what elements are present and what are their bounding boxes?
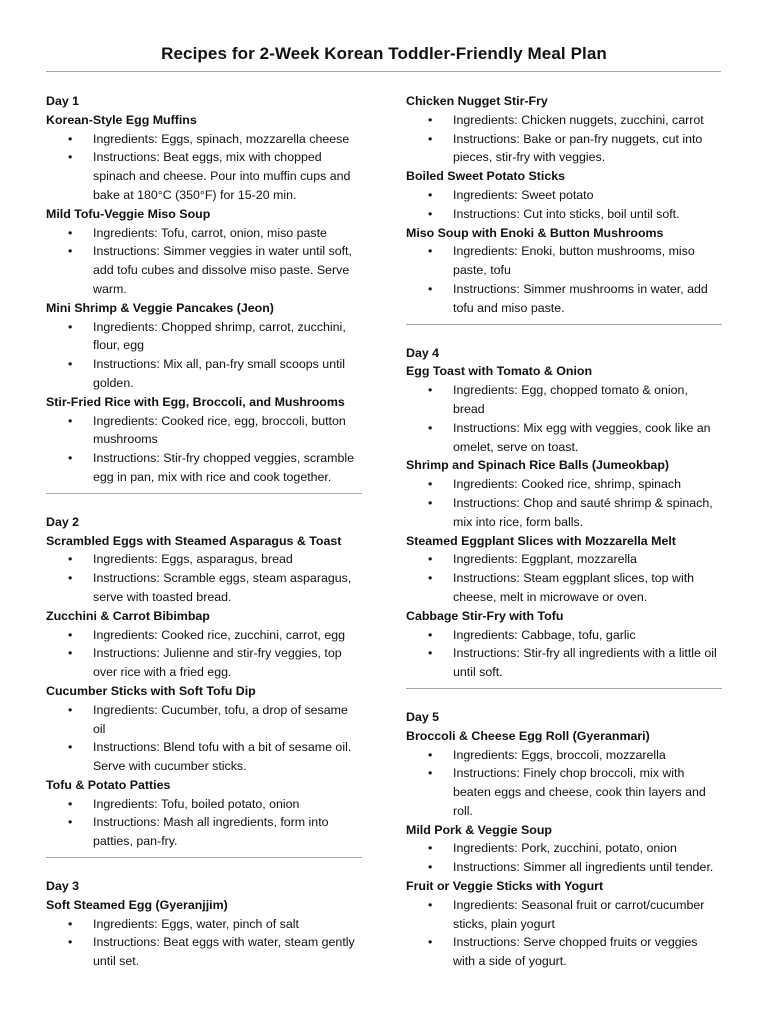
day-label: Day 1: [46, 94, 80, 108]
bullet-icon: •: [68, 413, 73, 428]
recipe-title: Zucchini & Carrot Bibimbap: [46, 608, 210, 623]
recipe-detail-item: [46, 130, 362, 149]
recipe-detail-text: Instructions: Simmer all ingredients until tender.: [453, 860, 714, 875]
recipe-title: Tofu & Potato Patties: [46, 777, 171, 792]
recipe-detail-text: Instructions: Chop and sauté shrimp & spinach, mix into rice, form balls.: [453, 495, 713, 529]
recipe-detail-text: Ingredients: Eggplant, mozzarella: [453, 552, 637, 567]
recipe-title: Scrambled Eggs with Steamed Asparagus & Toast: [46, 533, 342, 548]
recipe-title: Fruit or Veggie Sticks with Yogurt: [406, 879, 604, 894]
day-divider: [406, 324, 722, 325]
recipe-detail-list: [406, 896, 722, 971]
bullet-icon: •: [428, 646, 433, 661]
recipe-detail-list: [406, 475, 722, 531]
bullet-icon: •: [428, 571, 433, 586]
day-section: [46, 513, 362, 858]
recipe-title: Miso Soup with Enoki & Button Mushrooms: [406, 225, 664, 240]
bullet-icon: •: [428, 747, 433, 762]
recipe-title: Steamed Eggplant Slices with Mozzarella Melt: [406, 533, 676, 548]
recipe-detail-text: Instructions: Stir-fry chopped veggies, scramble egg in pan, mix with rice and cook together.: [93, 451, 355, 484]
bullet-icon: •: [68, 815, 73, 830]
recipe-detail-list: [406, 550, 722, 606]
bullet-icon: •: [428, 860, 433, 875]
recipe-detail-text: Ingredients: Cooked rice, egg, broccoli, button mushrooms: [93, 413, 346, 447]
recipe-detail-item: [46, 412, 362, 450]
recipe-detail-item: [406, 381, 722, 419]
recipe-detail-item: [46, 242, 362, 298]
left-column: [46, 92, 362, 971]
recipe-detail-item: [406, 186, 722, 205]
recipe-detail-item: [406, 475, 722, 494]
recipe-detail-item: [406, 896, 722, 934]
recipe-title: Soft Steamed Egg (Gyeranjjim): [46, 897, 228, 912]
recipe-title: Boiled Sweet Potato Sticks: [406, 169, 566, 184]
recipe-detail-item: [46, 701, 362, 739]
bullet-icon: •: [68, 796, 73, 811]
bullet-icon: •: [428, 627, 433, 642]
recipe-detail-text: Instructions: Beat eggs, mix with chopped spinach and cheese. Pour into muffin cups and bake at 180°C (350°F) for 15-20 min.: [93, 150, 351, 202]
bullet-icon: •: [68, 319, 73, 334]
recipe-detail-item: [46, 795, 362, 814]
recipe-detail-item: [406, 550, 722, 569]
recipe-title: Egg Toast with Tomato & Onion: [406, 364, 593, 379]
recipe-detail-list: [406, 839, 722, 877]
recipe-detail-item: [406, 764, 722, 820]
recipe-detail-text: Ingredients: Cucumber, tofu, a drop of sesame oil: [93, 702, 348, 736]
recipe-detail-text: Ingredients: Eggs, water, pinch of salt: [93, 916, 299, 931]
recipe-detail-list: [46, 550, 362, 606]
recipe-detail-item: [406, 858, 722, 877]
recipe-detail-text: Instructions: Serve chopped fruits or veggies with a side of yogurt.: [453, 935, 698, 969]
day-section: [406, 92, 722, 325]
recipe-detail-list: [406, 111, 722, 167]
recipe-detail-text: Instructions: Mix egg with veggies, cook like an omelet, serve on toast.: [453, 420, 711, 454]
bullet-icon: •: [428, 112, 433, 127]
bullet-icon: •: [68, 225, 73, 240]
day-section: [406, 344, 722, 689]
recipe-detail-item: [46, 915, 362, 934]
recipe-detail-item: [406, 494, 722, 532]
recipe-detail-list: [46, 795, 362, 851]
bullet-icon: •: [68, 646, 73, 661]
bullet-icon: •: [428, 495, 433, 510]
day-label: Day 2: [46, 514, 80, 529]
day-section: [406, 708, 722, 971]
recipe-detail-list: [406, 381, 722, 456]
recipe-detail-text: Instructions: Cut into sticks, boil until soft.: [453, 206, 680, 221]
bullet-icon: •: [428, 897, 433, 912]
recipe-detail-item: [46, 148, 362, 204]
day-section: [46, 877, 362, 971]
recipe-detail-text: Ingredients: Egg, chopped tomato & onion, bread: [453, 383, 688, 416]
bullet-icon: •: [68, 150, 73, 165]
recipe-detail-list: [406, 746, 722, 821]
recipe-detail-text: Ingredients: Sweet potato: [453, 187, 594, 202]
recipe-detail-item: [46, 224, 362, 243]
bullet-icon: •: [68, 451, 73, 466]
recipe-detail-item: [406, 111, 722, 130]
recipe-detail-item: [406, 626, 722, 645]
recipe-detail-list: [406, 626, 722, 682]
recipe-detail-list: [46, 224, 362, 299]
bullet-icon: •: [428, 552, 433, 567]
recipe-title: Mild Tofu-Veggie Miso Soup: [46, 206, 211, 221]
recipe-title: Broccoli & Cheese Egg Roll (Gyeranmari): [406, 728, 650, 743]
recipe-title: Mild Pork & Veggie Soup: [406, 822, 552, 837]
recipe-detail-text: Instructions: Beat eggs with water, steam gently until set.: [93, 935, 355, 969]
bullet-icon: •: [428, 187, 433, 202]
recipe-detail-item: [46, 449, 362, 487]
bullet-icon: •: [428, 383, 433, 398]
bullet-icon: •: [428, 131, 433, 146]
day-divider: [46, 493, 362, 494]
recipe-detail-item: [46, 933, 362, 971]
recipe-detail-text: Ingredients: Cabbage, tofu, garlic: [453, 627, 636, 642]
bullet-icon: •: [428, 244, 433, 259]
recipe-detail-item: [406, 280, 722, 318]
recipe-detail-text: Ingredients: Seasonal fruit or carrot/cucumber sticks, plain yogurt: [453, 897, 705, 931]
recipe-title: Chicken Nugget Stir-Fry: [406, 94, 548, 108]
right-column: [406, 92, 722, 971]
recipe-detail-item: [406, 746, 722, 765]
recipe-detail-text: Ingredients: Tofu, carrot, onion, miso paste: [93, 225, 327, 240]
recipe-detail-text: Instructions: Simmer veggies in water until soft, add tofu cubes and dissolve miso paste. Serve warm.: [93, 244, 352, 296]
recipe-detail-list: [46, 412, 362, 487]
recipe-detail-text: Ingredients: Pork, zucchini, potato, onion: [453, 841, 677, 856]
recipe-detail-item: [406, 644, 722, 682]
recipe-detail-item: [406, 130, 722, 168]
recipe-title: Korean-Style Egg Muffins: [46, 112, 197, 127]
bullet-icon: •: [428, 935, 433, 950]
day-divider: [46, 857, 362, 858]
page-title: Recipes for 2-Week Korean Toddler-Friendly Meal Plan: [161, 44, 607, 63]
recipe-detail-list: [46, 626, 362, 682]
recipe-title: Cucumber Sticks with Soft Tofu Dip: [46, 683, 256, 698]
recipe-detail-text: Instructions: Steam eggplant slices, top with cheese, melt in microwave or oven.: [453, 571, 695, 604]
bullet-icon: •: [68, 740, 73, 755]
recipe-detail-text: Ingredients: Eggs, spinach, mozzarella cheese: [93, 131, 350, 146]
bullet-icon: •: [428, 841, 433, 856]
recipe-detail-text: Instructions: Blend tofu with a bit of sesame oil. Serve with cucumber sticks.: [93, 740, 352, 774]
recipe-detail-item: [46, 738, 362, 776]
recipe-title: Stir-Fried Rice with Egg, Broccoli, and Mushrooms: [46, 394, 345, 409]
recipe-detail-item: [406, 419, 722, 457]
recipe-detail-text: Ingredients: Tofu, boiled potato, onion: [93, 796, 300, 811]
recipe-detail-text: Ingredients: Chopped shrimp, carrot, zucchini, flour, egg: [93, 319, 346, 353]
day-section: [46, 92, 362, 494]
bullet-icon: •: [68, 935, 73, 950]
recipe-detail-list: [46, 318, 362, 393]
bullet-icon: •: [68, 131, 73, 146]
recipe-title: Mini Shrimp & Veggie Pancakes (Jeon): [46, 300, 274, 315]
recipe-detail-text: Ingredients: Cooked rice, zucchini, carrot, egg: [93, 627, 346, 642]
bullet-icon: •: [68, 357, 73, 372]
recipe-title: Shrimp and Spinach Rice Balls (Jumeokbap): [406, 458, 670, 473]
recipe-detail-text: Instructions: Mash all ingredients, form into patties, pan-fry.: [93, 815, 329, 849]
recipe-detail-text: Ingredients: Eggs, asparagus, bread: [93, 552, 293, 567]
recipe-detail-list: [46, 915, 362, 971]
bullet-icon: •: [428, 281, 433, 296]
bullet-icon: •: [68, 702, 73, 717]
recipe-detail-item: [406, 839, 722, 858]
recipe-detail-list: [46, 130, 362, 205]
recipe-detail-item: [46, 644, 362, 682]
recipe-detail-item: [406, 242, 722, 280]
recipe-detail-list: [46, 701, 362, 776]
recipe-detail-item: [46, 318, 362, 356]
bullet-icon: •: [68, 244, 73, 259]
recipe-detail-list: [406, 242, 722, 317]
bullet-icon: •: [428, 420, 433, 435]
recipe-detail-text: Instructions: Finely chop broccoli, mix with beaten eggs and cheese, cook thin layers and roll.: [453, 766, 706, 818]
recipe-detail-text: Instructions: Mix all, pan-fry small scoops until golden.: [93, 357, 346, 390]
day-label: Day 4: [406, 345, 440, 360]
title-divider: [46, 71, 721, 72]
recipe-detail-item: [406, 205, 722, 224]
recipe-detail-text: Ingredients: Chicken nuggets, zucchini, carrot: [453, 112, 704, 127]
bullet-icon: •: [428, 766, 433, 781]
bullet-icon: •: [68, 916, 73, 931]
recipe-title: Cabbage Stir-Fry with Tofu: [406, 608, 564, 623]
recipe-detail-text: Instructions: Julienne and stir-fry veggies, top over rice with a fried egg.: [93, 646, 342, 680]
recipe-detail-text: Instructions: Scramble eggs, steam asparagus, serve with toasted bread.: [93, 571, 352, 604]
bullet-icon: •: [428, 206, 433, 221]
recipe-detail-text: Ingredients: Eggs, broccoli, mozzarella: [453, 747, 666, 762]
recipe-detail-item: [46, 550, 362, 569]
bullet-icon: •: [68, 571, 73, 586]
bullet-icon: •: [68, 627, 73, 642]
recipe-detail-item: [46, 813, 362, 851]
recipe-detail-text: Ingredients: Enoki, button mushrooms, miso paste, tofu: [453, 244, 695, 278]
recipe-detail-item: [46, 355, 362, 393]
recipe-detail-text: Instructions: Stir-fry all ingredients with a little oil until soft.: [453, 646, 717, 680]
day-label: Day 5: [406, 709, 440, 724]
bullet-icon: •: [428, 477, 433, 492]
day-label: Day 3: [46, 879, 80, 894]
recipe-detail-item: [406, 569, 722, 607]
recipe-detail-text: Ingredients: Cooked rice, shrimp, spinach: [453, 477, 681, 492]
day-divider: [406, 688, 722, 689]
recipe-detail-item: [46, 626, 362, 645]
recipe-detail-list: [406, 186, 722, 224]
recipe-detail-text: Instructions: Simmer mushrooms in water, add tofu and miso paste.: [453, 281, 708, 315]
recipe-detail-item: [406, 933, 722, 971]
bullet-icon: •: [68, 552, 73, 567]
recipe-detail-text: Instructions: Bake or pan-fry nuggets, cut into pieces, stir-fry with veggies.: [453, 131, 703, 165]
recipe-detail-item: [46, 569, 362, 607]
